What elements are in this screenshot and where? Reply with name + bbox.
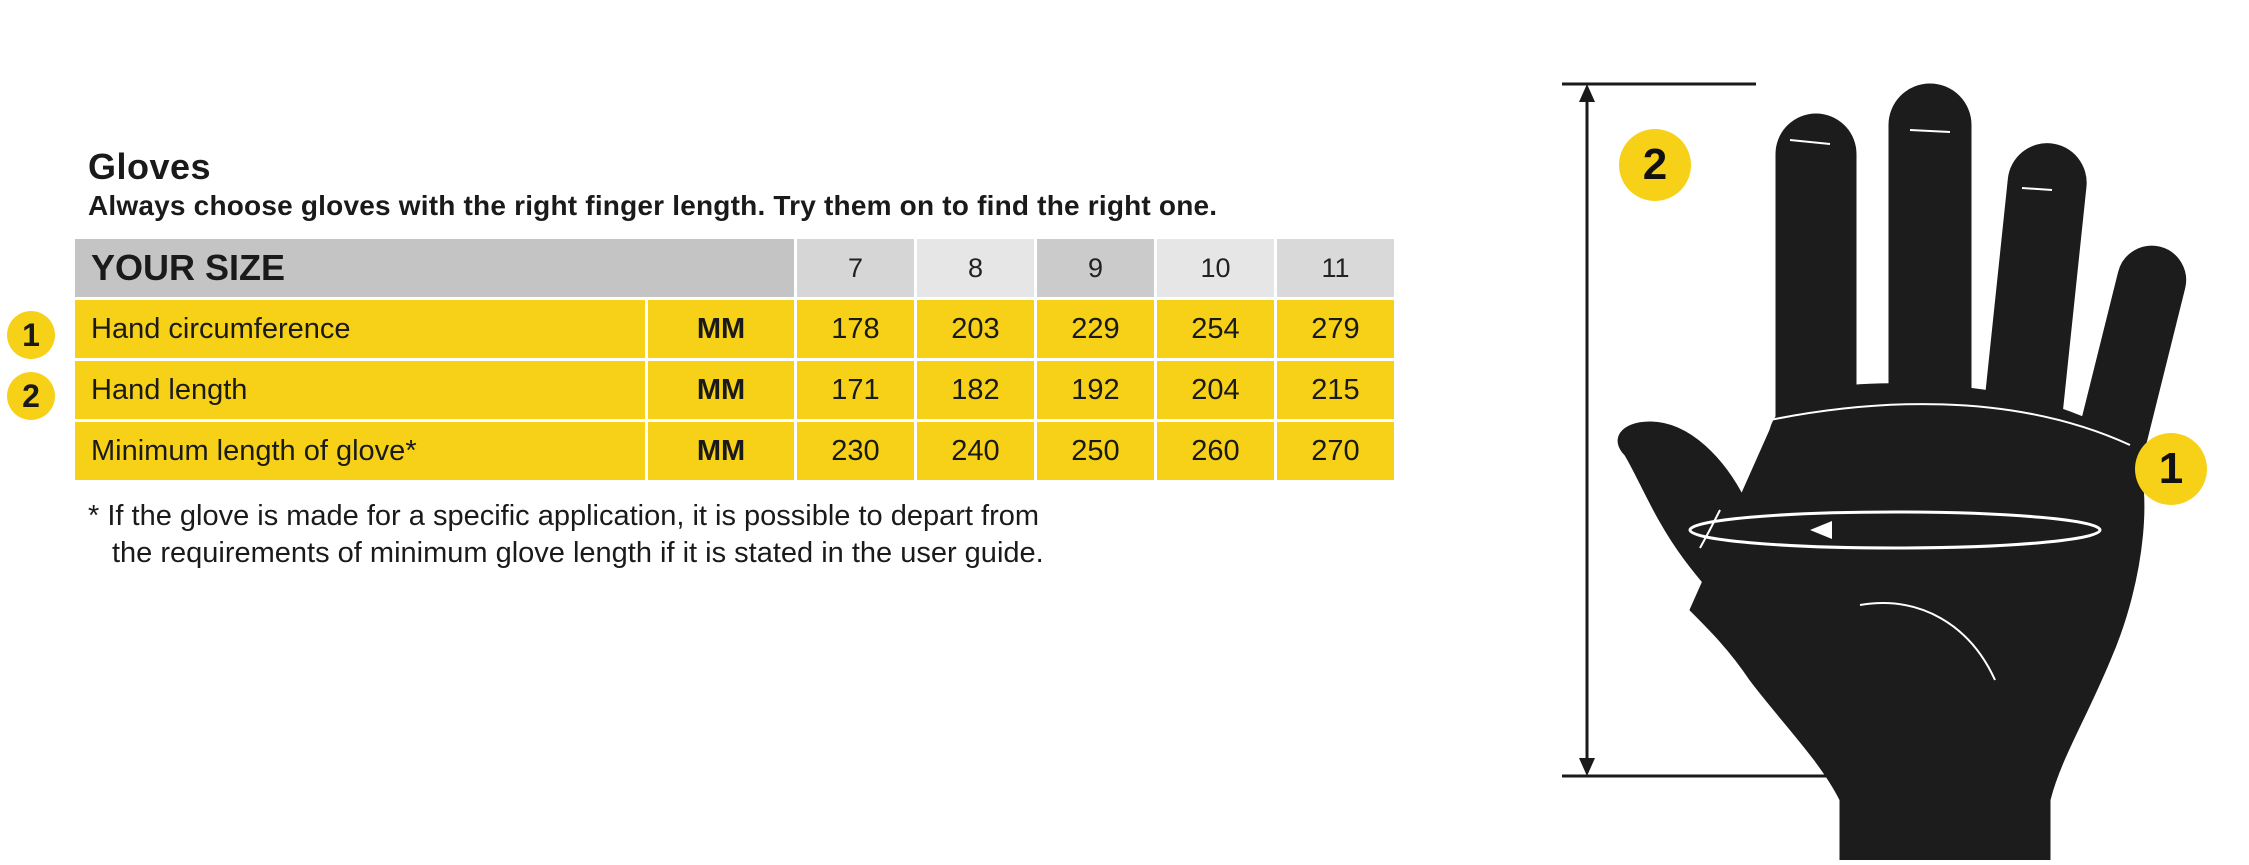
hand-measurement-figure: [1540, 60, 2249, 860]
table-row: [75, 300, 1394, 358]
row-label-hand-length: Hand length: [75, 361, 645, 419]
footnote-line-1: * If the glove is made for a specific application, it is possible to depart from: [88, 500, 1040, 532]
size-table: [72, 236, 1397, 483]
row-badge-2: 2: [7, 372, 55, 420]
page-subtitle: Always choose gloves with the right finger length. Try them on to find the right one.: [88, 190, 1218, 221]
table-row: [75, 361, 1394, 419]
length-badge: 2: [1619, 129, 1691, 201]
row-unit: MM: [648, 361, 794, 419]
footnote-line-2: the requirements of minimum glove length if it is stated in the user guide.: [112, 537, 1044, 569]
size-header-11: 11: [1277, 239, 1394, 297]
table-cell: 203: [917, 300, 1034, 358]
table-cell: 171: [797, 361, 914, 419]
table-cell: 260: [1157, 422, 1274, 480]
page-title: Gloves: [88, 146, 212, 187]
table-cell: 178: [797, 300, 914, 358]
table-cell: 204: [1157, 361, 1274, 419]
circumference-badge: 1: [2135, 433, 2207, 505]
size-header-10: 10: [1157, 239, 1274, 297]
table-cell: 279: [1277, 300, 1394, 358]
row-badge-1: 1: [7, 311, 55, 359]
table-cell: 240: [917, 422, 1034, 480]
table-header-row: [75, 239, 1394, 297]
table-cell: 270: [1277, 422, 1394, 480]
row-label-minimum-glove-length: Minimum length of glove*: [75, 422, 645, 480]
row-unit: MM: [648, 300, 794, 358]
table-cell: 215: [1277, 361, 1394, 419]
hand-silhouette: [1618, 84, 2193, 860]
table-row: [75, 422, 1394, 480]
table-cell: 229: [1037, 300, 1154, 358]
table-cell: 250: [1037, 422, 1154, 480]
row-label-hand-circumference: Hand circumference: [75, 300, 645, 358]
size-header-8: 8: [917, 239, 1034, 297]
table-cell: 230: [797, 422, 914, 480]
your-size-header: YOUR SIZE: [75, 239, 794, 297]
table-cell: 182: [917, 361, 1034, 419]
table-cell: 254: [1157, 300, 1274, 358]
footnote: [88, 498, 1044, 572]
table-cell: 192: [1037, 361, 1154, 419]
row-unit: MM: [648, 422, 794, 480]
size-header-7: 7: [797, 239, 914, 297]
size-header-9: 9: [1037, 239, 1154, 297]
